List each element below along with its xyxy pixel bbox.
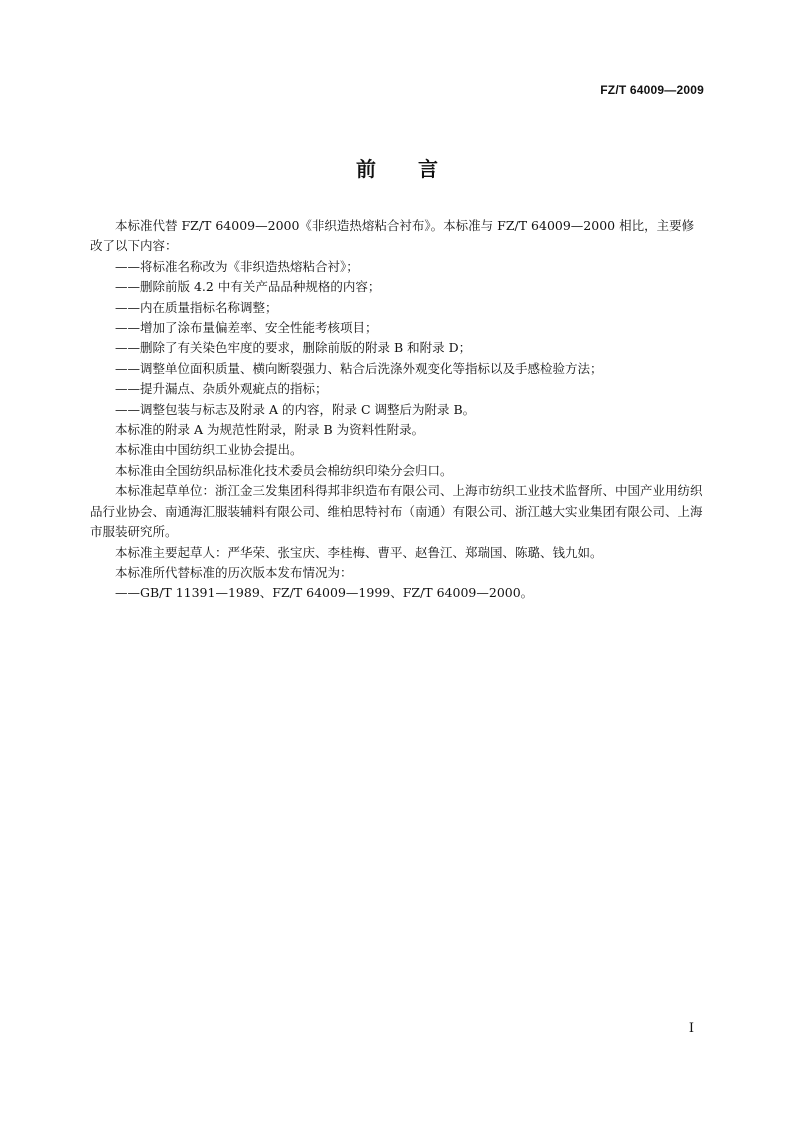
- page-number: I: [688, 1021, 694, 1036]
- change-item-3: ——内在质量指标名称调整；: [115, 299, 278, 315]
- change-item-2: ——删除前版 4.2 中有关产品品种规格的内容；: [115, 279, 381, 295]
- page-title: [0, 153, 794, 182]
- change-item-6: ——调整单位面积质量、横向断裂强力、粘合后洗涤外观变化等指标以及手感检验方法；: [115, 360, 603, 376]
- appendix-note: 本标准的附录 A 为规范性附录，附录 B 为资料性附录。: [115, 422, 425, 438]
- change-item-1: ——将标准名称改为《非织造热熔粘合衬》；: [115, 258, 359, 274]
- proposed-by: 本标准由中国纺织工业协会提出。: [115, 442, 303, 458]
- drafting-units: 本标准起草单位：浙江金三发集团科得邦非织造布有限公司、上海市纺织工业技术监督所、中国产业用纺织品行业协会、南通海汇服装辅料有限公司、维柏思特衬布（南通）有限公司、浙江越大实业集团有限公司、上海市服装研究所。: [90, 483, 703, 540]
- intro-paragraph: 本标准代替 FZ/T 64009—2000《非织造热熔粘合衬布》。本标准与 FZ/T 64009—2000 相比，主要修改了以下内容：: [90, 218, 695, 254]
- title-char-2: 言: [418, 157, 438, 181]
- foreword-body: [90, 216, 706, 604]
- change-item-5: ——删除了有关染色牢度的要求，删除前版的附录 B 和附录 D；: [115, 340, 472, 356]
- change-item-7: ——提升漏点、杂质外观疵点的指标；: [115, 381, 328, 397]
- centralized-by: 本标准由全国纺织品标准化技术委员会棉纺织印染分会归口。: [115, 462, 453, 478]
- history-versions: ——GB/T 11391—1989、FZ/T 64009—1999、FZ/T 64009—2000。: [115, 585, 534, 601]
- history-intro: 本标准所代替标准的历次版本发布情况为：: [115, 564, 353, 580]
- change-item-8: ——调整包装与标志及附录 A 的内容，附录 C 调整后为附录 B。: [115, 401, 476, 417]
- title-char-1: 前: [356, 157, 376, 181]
- change-item-4: ——增加了涂布量偏差率、安全性能考核项目；: [115, 320, 378, 336]
- drafters: 本标准主要起草人：严华荣、张宝庆、李桂梅、曹平、赵鲁江、郑瑞国、陈璐、钱九如。: [115, 544, 603, 560]
- standard-code-header: FZ/T 64009—2009: [600, 83, 704, 97]
